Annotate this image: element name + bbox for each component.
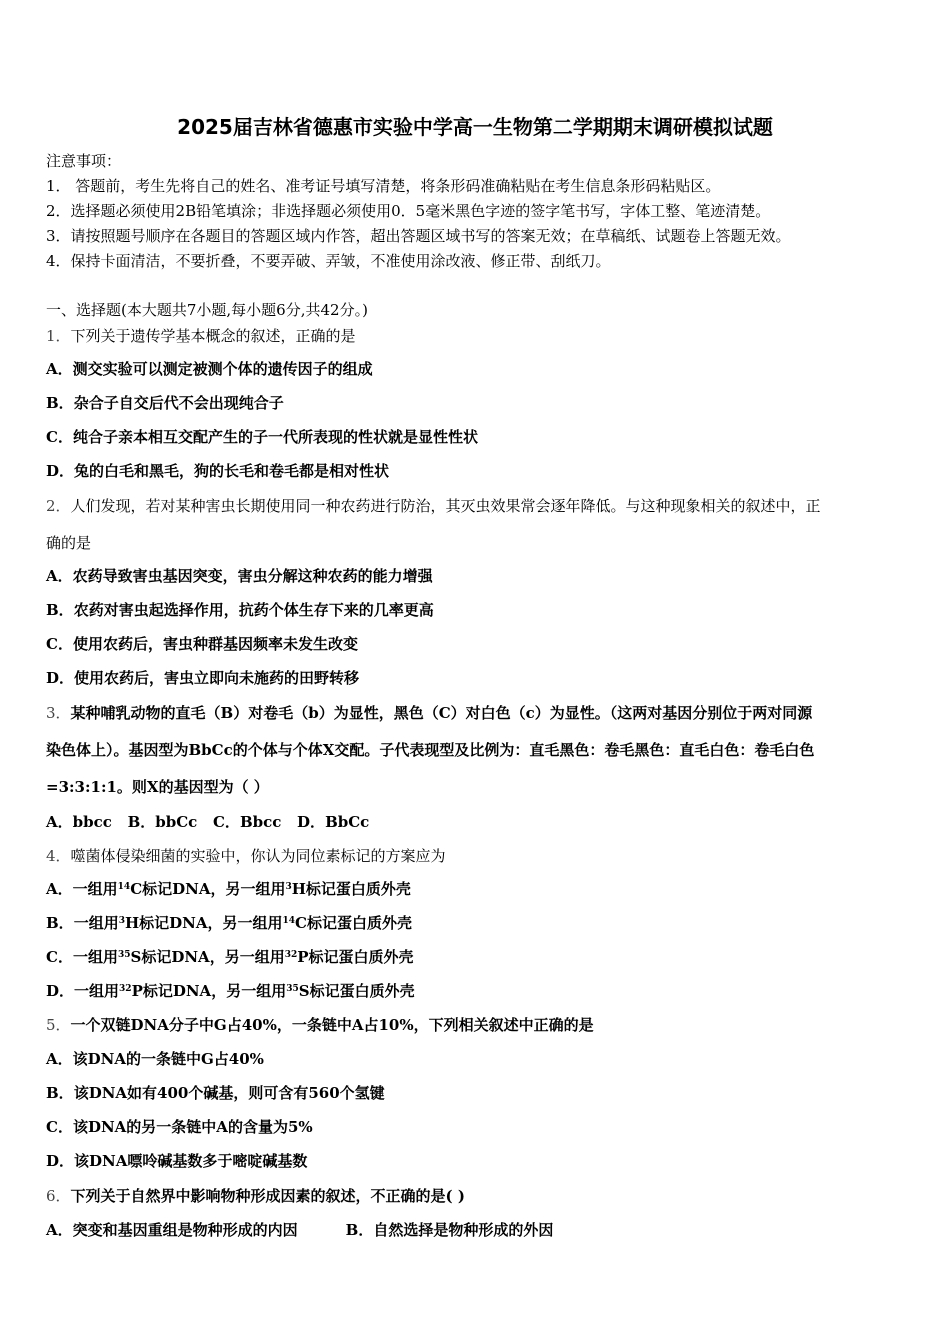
- question-2-stem: 2．人们发现，若对某种害虫长期使用同一种农药进行防治，其灭虫效果常会逐年降低。与这种现象相关的叙述中，正: [46, 497, 821, 515]
- q4-option-a: A．一组用$^{14}$C标记DNA，另一组用$^3$H标记蛋白质外壳: [46, 880, 411, 898]
- q3-option-b: bbCc: [155, 813, 198, 831]
- q2-option-a: A．农药导致害虫基因突变，害虫分解这种农药的能力增强: [46, 567, 433, 585]
- q4-option-b: B．一组用$^3$H标记DNA，另一组用$^{14}$C标记蛋白质外壳: [46, 914, 412, 932]
- q1-option-c: C．纯合子亲本相互交配产生的子一代所表现的性状就是显性性状: [46, 428, 478, 446]
- question-6-stem: 6．下列关于自然界中影响物种形成因素的叙述，不正确的是( ): [46, 1187, 465, 1205]
- question-1-stem: 1．下列关于遗传学基本概念的叙述，正确的是: [46, 327, 356, 345]
- q6-option-b: 自然选择是物种形成的外因: [373, 1221, 554, 1239]
- question-number: 6．: [46, 1187, 71, 1205]
- q1-option-a: A．测交实验可以测定被测个体的遗传因子的组成: [46, 360, 373, 378]
- question-4-stem: 4．噬菌体侵染细菌的实验中，你认为同位素标记的方案应为: [46, 847, 446, 865]
- notice-item: 1． 答题前，考生先将自己的姓名、准考证号填写清楚，将条形码准确粘贴在考生信息条形码粘贴区。: [46, 177, 721, 195]
- q3-option-c: Bbcc: [239, 813, 282, 831]
- question-number: 1．: [46, 327, 71, 345]
- question-number: 5．: [46, 1016, 71, 1034]
- question-number: 4．: [46, 847, 71, 865]
- exam-title: 2025届吉林省德惠市实验中学高一生物第二学期期末调研模拟试题: [177, 115, 773, 139]
- q6-options: A．突变和基因重组是物种形成的内因 B．自然选择是物种形成的外因: [46, 1221, 554, 1239]
- question-number: 3．: [46, 704, 71, 722]
- notice-item: 3．请按照题号顺序在各题目的答题区域内作答，超出答题区域书写的答案无效；在草稿纸、试题卷上答题无效。: [46, 227, 791, 245]
- question-3-stem-cont: =3:3:1:1。则X的基因型为（ ）: [46, 778, 269, 796]
- notice-item: 2．选择题必须使用2B铅笔填涂；非选择题必须使用0．5毫米黑色字迹的签字笔书写，字体工整、笔迹清楚。: [46, 202, 771, 220]
- q2-option-b: B．农药对害虫起选择作用，抗药个体生存下来的几率更高: [46, 601, 434, 619]
- question-5-stem: 5．一个双链DNA分子中G占40%，一条链中A占10%，下列相关叙述中正确的是: [46, 1016, 594, 1034]
- q5-option-b: B．该DNA如有400个碱基，则可含有560个氢键: [46, 1084, 385, 1102]
- q1-option-b: B．杂合子自交后代不会出现纯合子: [46, 394, 284, 412]
- question-3-stem-cont: 染色体上）。基因型为BbCc的个体与个体X交配。子代表现型及比例为：直毛黑色：卷毛黑色：直毛白色：卷毛白色: [46, 741, 815, 759]
- q5-option-c: C．该DNA的另一条链中A的含量为5%: [46, 1118, 313, 1136]
- q3-option-d: BbCc: [325, 813, 370, 831]
- q2-option-c: C．使用农药后，害虫种群基因频率未发生改变: [46, 635, 358, 653]
- notice-heading: 注意事项：: [46, 152, 122, 170]
- q3-option-a: bbcc: [72, 813, 112, 831]
- q4-option-d: D．一组用$^{32}$P标记DNA，另一组用$^{35}$S标记蛋白质外壳: [46, 982, 415, 1000]
- notice-item: 4．保持卡面清洁，不要折叠，不要弄破、弄皱，不准使用涂改液、修正带、刮纸刀。: [46, 252, 611, 270]
- section-heading: 一、选择题(本大题共7小题,每小题6分,共42分。): [46, 301, 368, 319]
- question-3-stem: 3．某种哺乳动物的直毛（B）对卷毛（b）为显性，黑色（C）对白色（c）为显性。（这两对基因分别位于两对同源: [46, 704, 813, 722]
- question-2-stem-cont: 确的是: [46, 534, 92, 552]
- question-number: 2．: [46, 497, 71, 515]
- q4-option-c: C．一组用$^{35}$S标记DNA，另一组用$^{32}$P标记蛋白质外壳: [46, 948, 414, 966]
- q6-option-a: 突变和基因重组是物种形成的内因: [72, 1221, 298, 1239]
- q3-options: A．bbcc B．bbCc C．Bbcc D．BbCc: [46, 813, 370, 831]
- q2-option-d: D．使用农药后，害虫立即向未施药的田野转移: [46, 669, 360, 687]
- q5-option-d: D．该DNA嘌呤碱基数多于嘧啶碱基数: [46, 1152, 308, 1170]
- q1-option-d: D．兔的白毛和黑毛，狗的长毛和卷毛都是相对性状: [46, 462, 390, 480]
- q5-option-a: A．该DNA的一条链中G占40%: [46, 1050, 264, 1068]
